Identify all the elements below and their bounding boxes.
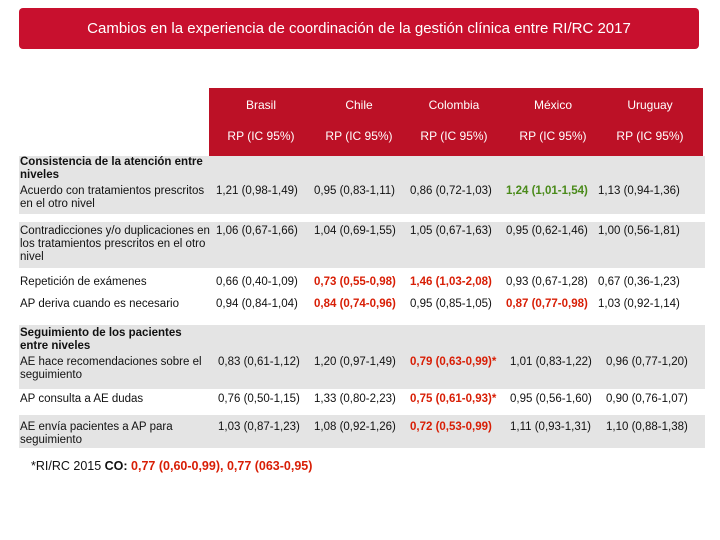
column-header-uruguay: Uruguay	[627, 98, 673, 112]
column-header-brasil: Brasil	[245, 98, 276, 112]
cell-mxico: 0,93 (0,67-1,28)	[506, 276, 588, 288]
footnote-values: 0,77 (0,60-0,99), 0,77 (063-0,95)	[127, 459, 313, 473]
cell-brasil: 1,06 (0,67-1,66)	[216, 225, 298, 237]
cell-uruguay: 1,03 (0,92-1,14)	[598, 298, 680, 310]
column-subheader: RP (IC 95%)	[420, 129, 488, 143]
column-subheader: RP (IC 95%)	[227, 129, 295, 143]
cell-brasil: 0,66 (0,40-1,09)	[216, 276, 298, 288]
cell-uruguay: 0,96 (0,77-1,20)	[606, 356, 688, 368]
row-label: AP deriva cuando es necesario	[20, 298, 179, 310]
column-subheader: RP (IC 95%)	[616, 129, 684, 143]
cell-brasil: 0,76 (0,50-1,15)	[218, 393, 300, 405]
cell-colombia: 0,75 (0,61-0,93)*	[410, 393, 497, 405]
cell-mxico: 0,95 (0,56-1,60)	[510, 393, 592, 405]
cell-colombia: 1,05 (0,67-1,63)	[410, 225, 492, 237]
cell-mxico: 1,01 (0,83-1,22)	[510, 356, 592, 368]
cell-uruguay: 1,13 (0,94-1,36)	[598, 185, 680, 197]
column-header-colombia: Colombia	[428, 98, 480, 112]
cell-mxico: 1,24 (1,01-1,54)	[506, 185, 588, 197]
section-title: Seguimiento de los pacientes entre niveles	[20, 327, 182, 352]
footnote-co: CO:	[104, 459, 128, 473]
section-title: Consistencia de la atención entre niveles	[20, 156, 203, 181]
cell-brasil: 1,21 (0,98-1,49)	[216, 185, 298, 197]
column-header-mxico: México	[533, 98, 572, 112]
cell-mxico: 0,87 (0,77-0,98)	[506, 298, 588, 310]
cell-mxico: 1,11 (0,93-1,31)	[510, 421, 591, 433]
cell-uruguay: 0,67 (0,36-1,23)	[598, 276, 680, 288]
cell-chile: 1,20 (0,97-1,49)	[314, 356, 396, 368]
cell-uruguay: 1,10 (0,88-1,38)	[606, 421, 688, 433]
cell-chile: 1,04 (0,69-1,55)	[314, 225, 396, 237]
footnote-prefix: *RI/RC 2015	[31, 459, 105, 473]
cell-colombia: 1,46 (1,03-2,08)	[410, 276, 492, 288]
cell-colombia: 0,95 (0,85-1,05)	[410, 298, 492, 310]
column-subheader: RP (IC 95%)	[325, 129, 393, 143]
table-header	[209, 88, 703, 156]
row-label: AE envía pacientes a AP para seguimiento	[20, 421, 173, 446]
row-label: Contradicciones y/o duplicaciones en los tratamientos prescritos en el otro nivel	[20, 225, 210, 263]
column-subheader: RP (IC 95%)	[519, 129, 587, 143]
cell-chile: 0,84 (0,74-0,96)	[314, 298, 396, 310]
cell-colombia: 0,72 (0,53-0,99)	[410, 421, 492, 433]
cell-brasil: 1,03 (0,87-1,23)	[218, 421, 300, 433]
cell-chile: 1,08 (0,92-1,26)	[314, 421, 396, 433]
cell-uruguay: 1,00 (0,56-1,81)	[598, 225, 680, 237]
cell-brasil: 0,83 (0,61-1,12)	[218, 356, 300, 368]
cell-colombia: 0,79 (0,63-0,99)*	[410, 356, 497, 368]
title-banner	[19, 8, 699, 49]
cell-chile: 1,33 (0,80-2,23)	[314, 393, 396, 405]
row-label: Repetición de exámenes	[20, 276, 147, 288]
row-label: AE hace recomendaciones sobre el seguimiento	[20, 356, 202, 381]
cell-chile: 0,95 (0,83-1,11)	[314, 185, 395, 197]
cell-chile: 0,73 (0,55-0,98)	[314, 276, 396, 288]
column-header-chile: Chile	[345, 98, 373, 112]
cell-colombia: 0,86 (0,72-1,03)	[410, 185, 492, 197]
cell-mxico: 0,95 (0,62-1,46)	[506, 225, 588, 237]
row-label: Acuerdo con tratamientos prescritos en el otro nivel	[20, 185, 205, 210]
cell-brasil: 0,94 (0,84-1,04)	[216, 298, 298, 310]
footnote	[31, 459, 312, 473]
cell-uruguay: 0,90 (0,76-1,07)	[606, 393, 688, 405]
page-title: Cambios en la experiencia de coordinación de la gestión clínica entre RI/RC 2017	[87, 20, 631, 37]
row-label: AP consulta a AE dudas	[20, 393, 144, 405]
